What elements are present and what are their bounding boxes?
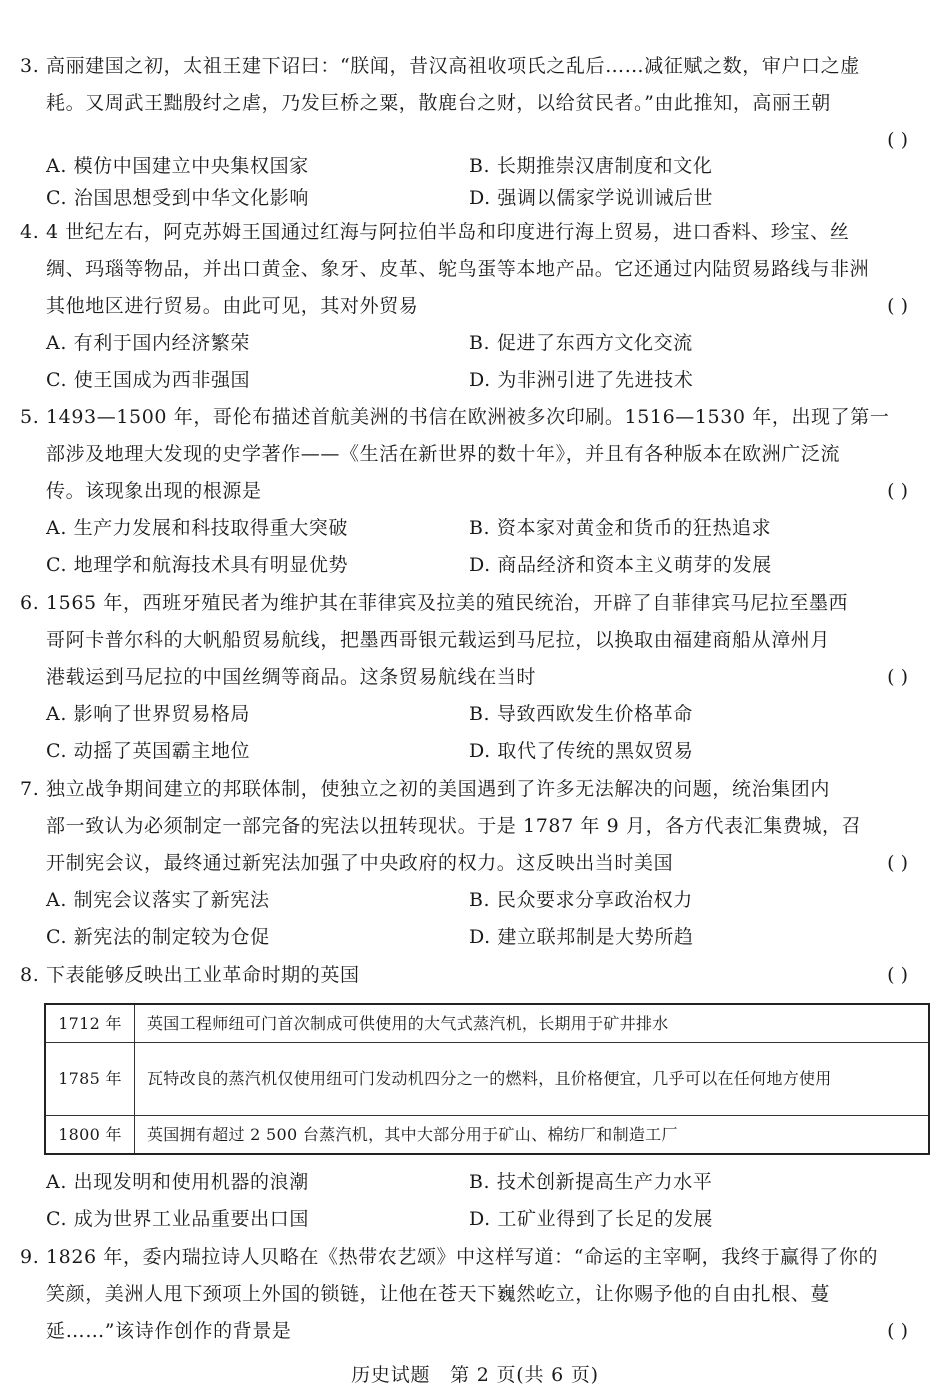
table-text-cell: 英国工程师纽可门首次制成可供使用的大气式蒸汽机，长期用于矿井排水 — [135, 1004, 930, 1043]
q9-line3-text: 延……”该诗作创作的背景是 — [46, 1320, 292, 1342]
table-text-cell: 英国拥有超过 2 500 台蒸汽机，其中大部分用于矿山、棉纺厂和制造工厂 — [135, 1116, 930, 1155]
q7-option-b[interactable]: B. 民众要求分享政治权力 — [469, 889, 693, 911]
q8-option-a[interactable]: A. 出现发明和使用机器的浪潮 — [46, 1171, 309, 1193]
q4-option-c[interactable]: C. 使王国成为西非强国 — [46, 369, 251, 391]
q6-option-b[interactable]: B. 导致西欧发生价格革命 — [469, 703, 693, 725]
q7-line3-text: 开制宪会议，最终通过新宪法加强了中央政府的权力。这反映出当时美国 — [46, 852, 674, 874]
q8-option-c[interactable]: C. 成为世界工业品重要出口国 — [46, 1208, 309, 1230]
q6-line3-text: 港载运到马尼拉的中国丝绸等商品。这条贸易航线在当时 — [46, 666, 537, 688]
q6-option-a[interactable]: A. 影响了世界贸易格局 — [46, 703, 251, 725]
q7-answer-parens[interactable]: ( ) — [887, 852, 908, 874]
table-row — [45, 1043, 929, 1116]
q5-option-a[interactable]: A. 生产力发展和科技取得重大突破 — [46, 517, 349, 539]
q3-answer-parens[interactable]: ( ) — [887, 129, 908, 151]
q8-option-b[interactable]: B. 技术创新提高生产力水平 — [469, 1171, 713, 1193]
q7-option-a[interactable]: A. 制宪会议落实了新宪法 — [46, 889, 270, 911]
table-row — [45, 1116, 929, 1155]
q8-table — [44, 1003, 930, 1155]
q3-line1: 3. 高丽建国之初，太祖王建下诏曰：“朕闻，昔汉高祖收项氏之乱后……减征赋之数，审户口之虚 — [20, 55, 860, 77]
q6-answer-parens[interactable]: ( ) — [887, 666, 908, 688]
q5-option-d[interactable]: D. 商品经济和资本主义萌芽的发展 — [469, 554, 772, 576]
q3-option-d[interactable]: D. 强调以儒家学说训诫后世 — [469, 187, 714, 209]
q8-answer-parens[interactable]: ( ) — [887, 964, 908, 986]
q7-line3 — [46, 845, 930, 882]
q5-line2: 部涉及地理大发现的史学著作——《生活在新世界的数十年》，并且有各种版本在欧洲广泛流 — [46, 443, 841, 465]
q3-option-a[interactable]: A. 模仿中国建立中央集权国家 — [46, 155, 309, 177]
q4-option-a[interactable]: A. 有利于国内经济繁荣 — [46, 332, 251, 354]
q6-line1: 6. 1565 年，西班牙殖民者为维护其在菲律宾及拉美的殖民统治，开辟了自菲律宾马尼拉至墨西 — [20, 592, 849, 614]
q9-line2: 笑颜，美洲人甩下颈项上外国的锁链，让他在苍天下巍然屹立，让你赐予他的自由扎根、蔓 — [46, 1283, 831, 1305]
q5-option-c[interactable]: C. 地理学和航海技术具有明显优势 — [46, 554, 349, 576]
q4-option-b[interactable]: B. 促进了东西方文化交流 — [469, 332, 693, 354]
q5-option-b[interactable]: B. 资本家对黄金和货币的狂热追求 — [469, 517, 772, 539]
q8-line1-text: 8. 下表能够反映出工业革命时期的英国 — [20, 964, 360, 986]
q4-line1: 4. 4 世纪左右，阿克苏姆王国通过红海与阿拉伯半岛和印度进行海上贸易，进口香料、珍宝、丝 — [20, 221, 850, 243]
q7-option-c[interactable]: C. 新宪法的制定较为仓促 — [46, 926, 270, 948]
q3-line2: 耗。又周武王黜殷纣之虐，乃发巨桥之粟，散鹿台之财，以给贫民者。”由此推知，高丽王朝 — [46, 92, 831, 114]
q5-answer-parens[interactable]: ( ) — [887, 480, 908, 502]
q4-line3 — [46, 288, 930, 325]
q5-line3 — [46, 473, 930, 510]
q4-line3-text: 其他地区进行贸易。由此可见，其对外贸易 — [46, 295, 419, 317]
q9-line3 — [46, 1313, 930, 1350]
table-year-cell: 1712 年 — [45, 1004, 135, 1043]
q6-line2: 哥阿卡普尔科的大帆船贸易航线，把墨西哥银元载运到马尼拉，以换取由福建商船从漳州月 — [46, 629, 831, 651]
q8-option-d[interactable]: D. 工矿业得到了长足的发展 — [469, 1208, 714, 1230]
q9-line1: 9. 1826 年，委内瑞拉诗人贝略在《热带农艺颂》中这样写道：“命运的主宰啊，我终于赢得了你的 — [20, 1246, 879, 1268]
table-row — [45, 1004, 929, 1043]
q5-line1: 5. 1493—1500 年，哥伦布描述首航美洲的书信在欧洲被多次印刷。1516—1530 年，出现了第一 — [20, 406, 890, 428]
q3-option-c[interactable]: C. 治国思想受到中华文化影响 — [46, 187, 309, 209]
table-text-cell: 瓦特改良的蒸汽机仅使用纽可门发动机四分之一的燃料，且价格便宜，几乎可以在任何地方使用 — [135, 1043, 930, 1116]
q7-option-d[interactable]: D. 建立联邦制是大势所趋 — [469, 926, 694, 948]
q6-option-c[interactable]: C. 动摇了英国霸主地位 — [46, 740, 251, 762]
q3-option-b[interactable]: B. 长期推崇汉唐制度和文化 — [469, 155, 713, 177]
q7-line1: 7. 独立战争期间建立的邦联体制，使独立之初的美国遇到了许多无法解决的问题，统治集团内 — [20, 778, 830, 800]
table-year-cell: 1785 年 — [45, 1043, 135, 1116]
q4-option-d[interactable]: D. 为非洲引进了先进技术 — [469, 369, 694, 391]
q4-line2: 绸、玛瑙等物品，并出口黄金、象牙、皮革、鸵鸟蛋等本地产品。它还通过内陆贸易路线与非洲 — [46, 258, 870, 280]
q5-line3-text: 传。该现象出现的根源是 — [46, 480, 262, 502]
q7-line2: 部一致认为必须制定一部完备的宪法以扭转现状。于是 1787 年 9 月，各方代表汇集费城，召 — [46, 815, 862, 837]
table-year-cell: 1800 年 — [45, 1116, 135, 1155]
q4-answer-parens[interactable]: ( ) — [887, 295, 908, 317]
page-footer: 历史试题 第 2 页(共 6 页) — [351, 1364, 599, 1386]
q9-answer-parens[interactable]: ( ) — [887, 1320, 908, 1342]
q6-option-d[interactable]: D. 取代了传统的黑奴贸易 — [469, 740, 694, 762]
q6-line3 — [46, 659, 930, 696]
q8-line1 — [20, 957, 930, 994]
